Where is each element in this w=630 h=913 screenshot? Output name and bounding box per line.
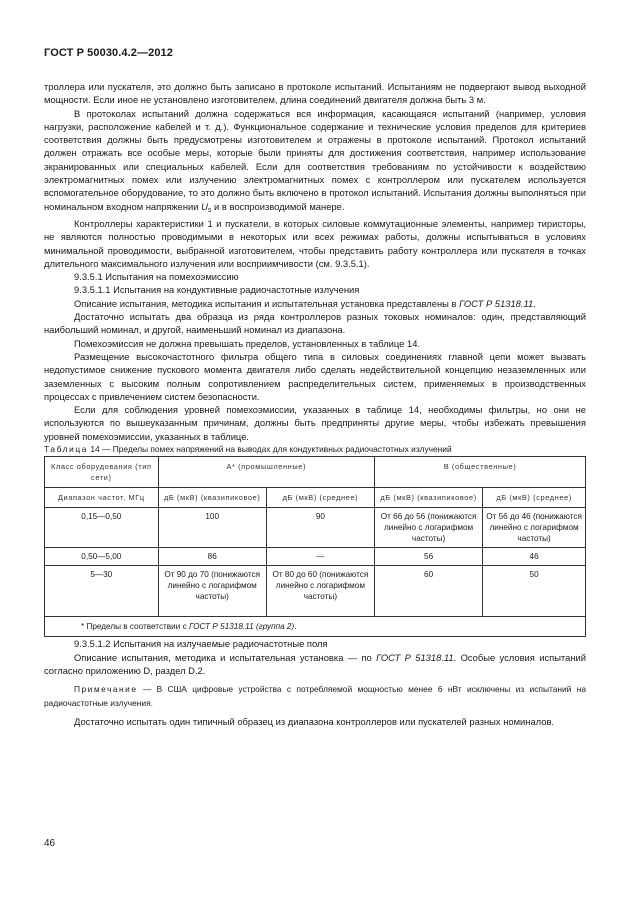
table-cell: 5—30 — [45, 566, 159, 617]
sub-header: дБ (мкВ) (квазипиковое) — [158, 488, 266, 508]
paragraph — [44, 107, 586, 217]
table-caption-word: Таблица — [44, 444, 89, 455]
table-cell: 86 — [158, 548, 266, 566]
table-cell: От 80 до 60 (понижаются линейно с логарифмом частоты) — [266, 566, 374, 617]
range-header: Диапазон частот, МГц — [45, 488, 159, 508]
section-heading: 9.3.5.1.2 Испытания на излучаемые радиочастотные поля — [74, 638, 328, 650]
paragraph-text: и в воспроизводимой манере. — [211, 200, 345, 212]
table-footnote-row — [45, 617, 586, 637]
paragraph: троллера или пускателя, это должно быть записано в протоколе испытаний. Испытаниям не подвергают вывод выходной мощности. Если иное не установлено изготовителем, длина соединений двигателя должна быть 3 м. — [44, 81, 586, 106]
table-cell: 46 — [483, 548, 586, 566]
sub-header: дБ (мкВ) (среднее) — [266, 488, 374, 508]
table-caption-text: 14 — Пределы помех напряжений на выводах для кондуктивных радиочастотных излучений — [88, 444, 452, 455]
table-cell: 0,50—5,00 — [45, 548, 159, 566]
paragraph: Достаточно испытать один типичный образец из диапазона контроллеров или пускателей разных номиналов. — [74, 715, 555, 727]
document-header: ГОСТ Р 50030.4.2—2012 — [44, 47, 173, 59]
paragraph: Достаточно испытать два образца из ряда контроллеров разных токовых номиналов: один, представляющий наибольший номинал, и другой, наименьший номинал из диапазона. — [44, 311, 586, 336]
sub-header: дБ (мкВ) (квазипиковое) — [374, 488, 482, 508]
table-cell: 60 — [374, 566, 482, 617]
punctuation: . — [294, 622, 297, 632]
table-cell: 56 — [374, 548, 482, 566]
standard-reference: ГОСТ Р 51318.11 — [376, 651, 454, 663]
table-cell: От 56 до 46 (понижаются линейно с логарифмом частоты) — [483, 508, 586, 548]
note-text: — В США цифровые устройства с потребляемой мощностью менее 6 нВт исключены из испытаний на радиочастотные излучения. — [44, 684, 586, 708]
interference-limits-table — [44, 456, 586, 637]
punctuation: . — [533, 297, 536, 309]
group-b-header: B (общественные) — [374, 457, 585, 488]
standard-reference: ГОСТ Р 51318.11 (группа 2) — [188, 622, 295, 632]
section-heading: 9.3.5.1.1 Испытания на кондуктивные радиочастотные излучения — [74, 284, 360, 296]
table-cell: 100 — [158, 508, 266, 548]
paragraph-text: Описание испытания, методика испытания и испытательная установка представлены в — [74, 297, 457, 309]
standard-reference: ГОСТ Р 51318.11 — [459, 297, 534, 309]
page-body — [44, 80, 586, 728]
table-row — [45, 566, 586, 617]
table-cell: 0,15—0,50 — [45, 508, 159, 548]
table-footnote — [45, 617, 586, 637]
paragraph: Помехоэмиссия не должна превышать пределов, установленных в таблице 14. — [74, 337, 421, 349]
table-cell: 50 — [483, 566, 586, 617]
paragraph-text: Описание испытания, методика и испытательная установка — по — [74, 651, 377, 663]
table-cell: — — [266, 548, 374, 566]
note — [44, 683, 586, 710]
class-header: Класс оборудования (тип сети) — [45, 457, 159, 488]
symbol-us: U — [201, 200, 208, 212]
paragraph: Если для соблюдения уровней помехоэмиссии, указанных в таблице 14, необходимы фильтры, но они не используются по вышеуказанным причинам, должны быть предприняты другие меры, чтобы избежать превышения уровней помехоэмиссии, указанных в таблице. — [44, 404, 586, 442]
table-row — [45, 508, 586, 548]
note-label: Примечание — [74, 684, 138, 695]
section-heading: 9.3.5.1 Испытания на помехоэмиссию — [74, 271, 239, 283]
paragraph — [44, 297, 586, 310]
table-caption — [44, 443, 586, 456]
table-cell: От 90 до 70 (понижаются линейно с логарифмом частоты) — [158, 566, 266, 617]
group-a-header: A* (промышленные) — [158, 457, 374, 488]
sub-header: дБ (мкВ) (среднее) — [483, 488, 586, 508]
footnote-text: * Пределы в соответствии с — [81, 622, 189, 632]
paragraph-text: В протоколах испытаний должна содержаться вся информация, касающаяся испытаний (например, условия нагрузки, расположение кабелей и т. д.). Функциональное содержание и технические условия пределов для критериев соответствия должны быть предусмотрены изготовителем и отражены в протоколе испытаний. Протокол испытаний должен отражать все особые меры, которые были приняты для достижения соответствия, например использование экранированных или специальных кабелей. Если для соответствия требованиям по устойчивости к воздействию электромагнитных помех или излучению электромагнитных помех с контроллером или пускателем используется вспомогательное оборудование, то это должно быть включено в протокол испытаний. Испытания должны выполняться при номинальном входном напряжении — [44, 107, 586, 212]
symbol-us-subscript: s — [207, 206, 212, 214]
paragraph: Размещение высокочастотного фильтра общего типа в силовых соединениях главной цепи может вызвать недопустимое снижение пускового момента двигателя либо сделать недействительной концепцию незаземленных или заземленных с высоким полным сопротивлением распределительных систем, применяемых в производственных процессах с привлечением систем безопасности. — [44, 350, 586, 402]
table-cell: 90 — [266, 508, 374, 548]
table-row — [45, 548, 586, 566]
paragraph-text: . Особые условия испытаний согласно приложению D, раздел D.2. — [44, 651, 586, 676]
paragraph — [44, 651, 586, 678]
table-cell: От 66 до 56 (понижаются линейно с логарифмом частоты) — [374, 508, 482, 548]
paragraph: Контроллеры характеристики 1 и пускатели, в которых силовые коммутационные элементы, например тиристоры, не являются полностью проводимыми в некоторых или всех режимах работы, должны испытываться в условиях минимальной проводимости, выбранной изготовителем, чтобы представить работу контроллера или пускателя в точках длительного максимального излучения или восприимчивости (см. 9.3.5.1). — [44, 217, 586, 269]
page-number: 46 — [44, 838, 56, 849]
